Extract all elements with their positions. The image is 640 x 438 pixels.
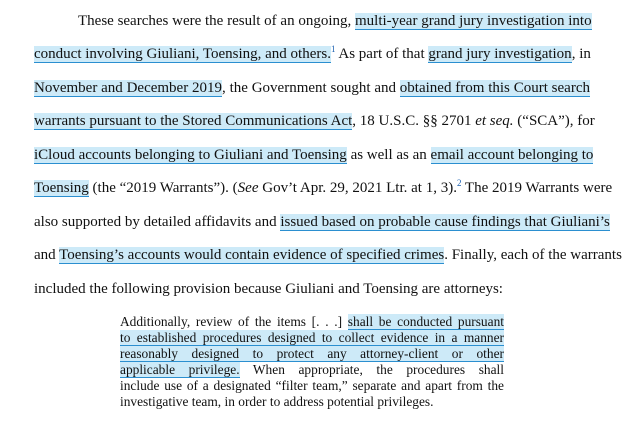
highlight-probable-cause[interactable]: issued based on probable cause findings that Giuliani’s [280,214,610,230]
text-run: included the following provision because Giuliani and Toensing are attorneys: [34,281,503,297]
text-run: include use of a designated “filter team,” separate and apart from the [120,378,504,393]
highlight-email-account[interactable]: email account belonging to [430,147,594,163]
italic-text: et seq. [475,113,514,129]
text-run: investigative team, in order to address potential privileges. [120,394,434,409]
text-run: . Finally, each of the warrants [444,247,622,263]
paragraph-line-6 [34,178,613,198]
text-run: (“SCA”), for [513,113,595,129]
text-run: also supported by detailed affidavits and [34,214,281,230]
paragraph-line-2 [34,44,590,64]
highlight-shall-be-conducted[interactable]: shall be conducted pursuant [347,314,504,329]
highlight-toensing[interactable]: Toensing [34,180,89,196]
block-quote-line-1 [120,314,504,330]
paragraph-line-3 [34,78,590,98]
text-run: Additionally, review of the items [. . .] [120,314,348,329]
block-quote-line-2 [120,330,504,346]
paragraph-line-1 [34,11,590,31]
block-quote-line-6 [120,394,504,410]
text-run: , in [571,46,591,62]
text-run: These searches were the result of an ongoing, [78,13,355,29]
text-run: Gov’t Apr. 29, 2021 Ltr. at 1, 3). [258,180,457,196]
paragraph-line-4 [34,111,595,131]
highlight-grand-jury[interactable]: grand jury investigation [428,46,572,62]
highlight-evidence-of-crimes[interactable]: Toensing’s accounts would contain evidence of specified crimes [59,247,445,263]
text-run: (the “2019 Warrants”). ( [88,180,238,196]
highlight-obtained-warrants[interactable]: obtained from this Court search [399,80,590,96]
paragraph-line-9 [34,279,590,299]
italic-text: See [237,180,259,196]
text-run: , 18 U.S.C. §§ 2701 [352,113,476,129]
block-quote-line-4 [120,362,504,378]
paragraph-line-8 [34,245,622,265]
block-quote-line-5 [120,378,504,394]
footnote-marker-2[interactable]: 2 [456,178,462,188]
highlight-applicable-privilege[interactable]: applicable privilege. [120,362,240,377]
text-run: and [34,247,60,263]
highlight-date[interactable]: November and December 2019 [34,80,223,96]
paragraph-line-5 [34,145,594,165]
text-run: The 2019 Warrants were [461,180,613,196]
text-run: As part of that [335,46,429,62]
text-run: When appropriate, the procedures shall [239,362,504,377]
paragraph-line-7 [34,212,610,232]
footnote-marker-1[interactable]: 1 [330,44,336,54]
highlight-sca-warrants[interactable]: warrants pursuant to the Stored Communications Act [34,113,353,129]
highlight-conduct-involving[interactable]: conduct involving Giuliani, Toensing, and others. [34,46,331,62]
highlight-protect-privilege[interactable]: reasonably designed to protect any attorney-client or other [120,346,504,361]
highlight-icloud-accounts[interactable]: iCloud accounts belonging to Giuliani and Toensing [34,147,347,163]
highlight-established-procedures[interactable]: to established procedures designed to collect evidence in a manner [120,330,504,345]
text-run: as well as an [346,147,431,163]
block-quote-line-3 [120,346,504,362]
highlight-grand-jury-investigation[interactable]: multi-year grand jury investigation into [354,13,592,29]
text-run: , the Government sought and [222,80,400,96]
